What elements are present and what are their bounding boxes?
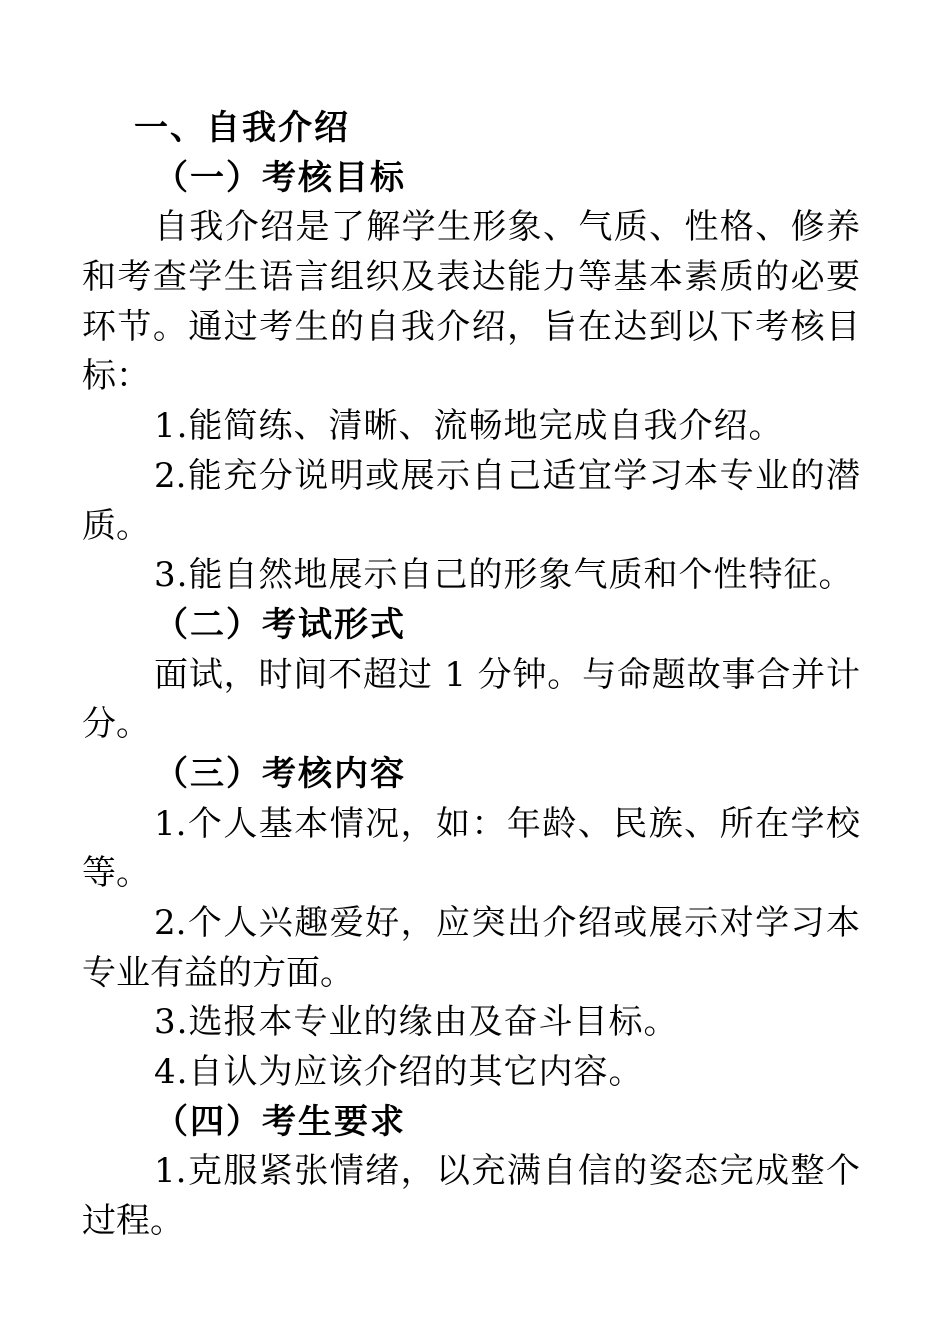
paragraph-line: 质。 <box>82 505 150 546</box>
paragraph-line: 自我介绍是了解学生形象、气质、性格、修养 <box>154 207 860 248</box>
content-item-2 <box>82 899 860 998</box>
content-item-1 <box>82 800 860 899</box>
paragraph-line: 面试，时间不超过 1 分钟。与命题故事合并计 <box>154 654 860 695</box>
paragraph-line: 和考查学生语言组织及表达能力等基本素质的必要 <box>82 257 860 298</box>
subsection-heading-format: （二）考试形式 <box>154 604 406 645</box>
paragraph-line: 2.个人兴趣爱好，应突出介绍或展示对学习本 <box>154 903 860 943</box>
paragraph-line: 等。 <box>82 853 150 894</box>
goals-intro-paragraph <box>82 203 860 402</box>
paragraph-line: 分。 <box>82 704 150 745</box>
paragraph-line: 过程。 <box>82 1201 184 1242</box>
goals-item-3: 3.能自然地展示自己的形象气质和个性特征。 <box>154 555 854 596</box>
requirements-item-1 <box>82 1147 860 1246</box>
goals-item-1: 1.能简练、清晰、流畅地完成自我介绍。 <box>154 406 784 447</box>
paragraph-line: 环节。通过考生的自我介绍，旨在达到以下考核目 <box>82 306 860 347</box>
goals-item-2 <box>82 452 860 551</box>
document-page <box>82 104 860 1247</box>
section-title: 一、自我介绍 <box>134 108 350 148</box>
paragraph-line: 2.能充分说明或展示自己适宜学习本专业的潜 <box>154 455 860 496</box>
paragraph-line: 专业有益的方面。 <box>82 952 354 993</box>
paragraph-line: 1.克服紧张情绪，以充满自信的姿态完成整个 <box>154 1151 860 1192</box>
paragraph-line: 标： <box>82 356 150 397</box>
paragraph-line: 1.个人基本情况，如：年龄、民族、所在学校 <box>154 803 860 844</box>
content-item-4: 4.自认为应该介绍的其它内容。 <box>154 1052 644 1093</box>
content-item-3: 3.选报本专业的缘由及奋斗目标。 <box>154 1002 679 1043</box>
format-paragraph <box>82 651 860 750</box>
subsection-heading-content: （三）考核内容 <box>154 753 406 794</box>
subsection-heading-requirements: （四）考生要求 <box>154 1101 406 1142</box>
subsection-heading-goals: （一）考核目标 <box>154 157 406 198</box>
